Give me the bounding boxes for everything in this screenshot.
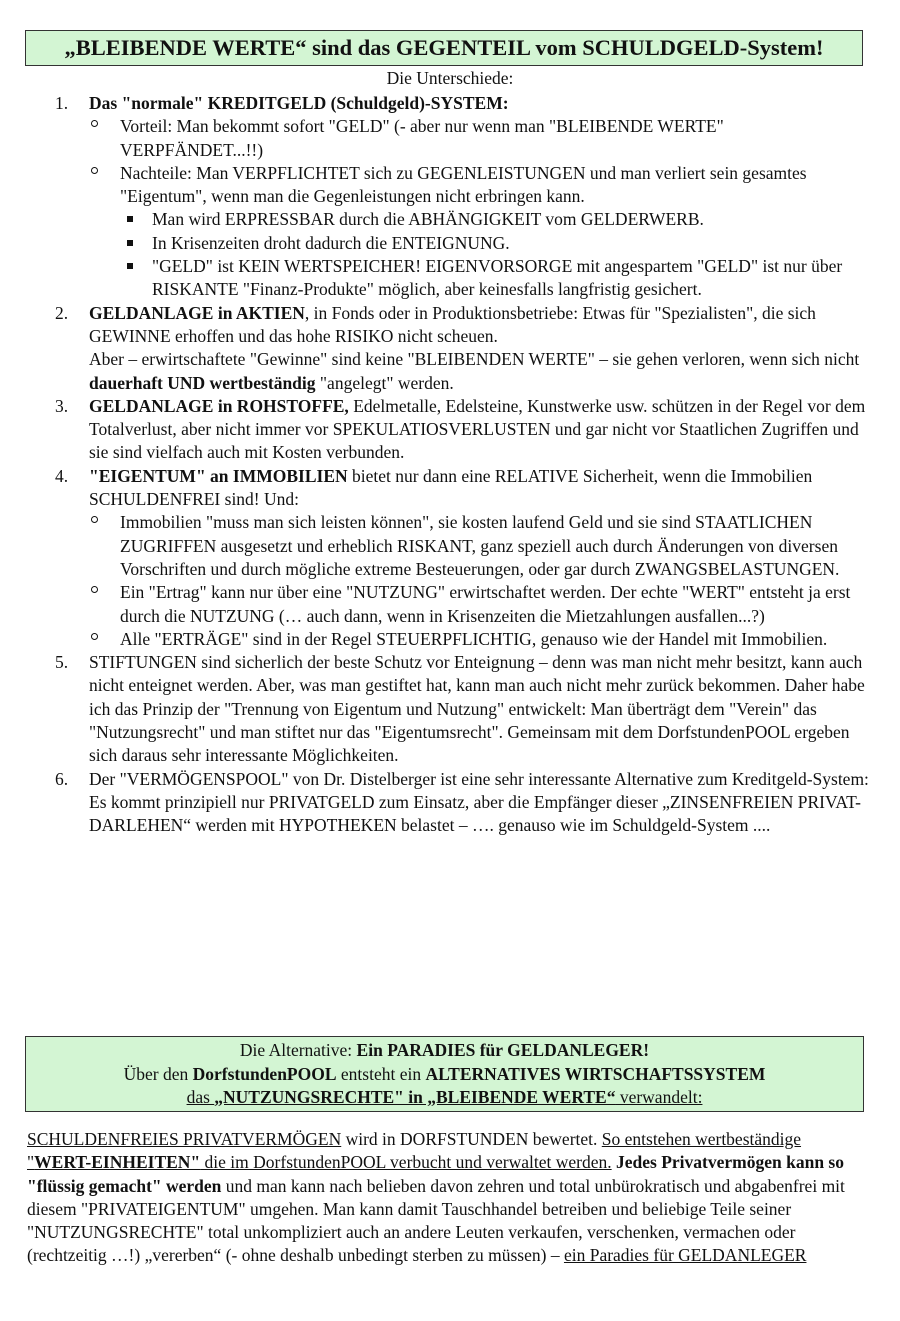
- item-emphasis: dauerhaft UND wertbeständig: [89, 372, 316, 393]
- item-text: STIFTUNGEN sind sicherlich der beste Schutz vor Enteignung – denn was man nicht mehr besitzt, kann auch nicht enteignet werden. Aber, was man gestiftet hat, kann man auch nicht mehr zurück bekommen. Daher habe ich das Prinzip der "Trennung von Eigentum und Nutzung" entwickelt: Man überträgt dem "Verein" das "Nutzungsrecht" und man stiftet nur das "Eigentumsrecht". Gemeinsam mit dem DorfstundenPOOL ergeben sich daraus sehr interessante Möglichkeiten.: [89, 652, 865, 766]
- sublist-item: [120, 115, 869, 162]
- item-text: Immobilien "muss man sich leisten können", sie kosten laufend Geld und sie sind STAATLICHEN ZUGRIFFEN ausgesetzt und erheblich RISKANT, ganz speziell auch durch Änderungen von diversen Vorschriften und durch mögliche extreme Besteuerungen, oder gar durch ZWANGSBELASTUNGEN.: [120, 512, 840, 579]
- sublist-item: [120, 628, 869, 651]
- alternative-line-3: [26, 1086, 863, 1110]
- closing-emphasis: WERT-EINHEITEN": [34, 1152, 201, 1173]
- nested-item: [152, 255, 869, 302]
- closing-text: SCHULDENFREIES PRIVATVERMÖGEN: [27, 1129, 342, 1149]
- item-number: 1.: [55, 93, 69, 113]
- alt-emphasis: Ein PARADIES für GELDANLEGER!: [356, 1040, 650, 1060]
- alternative-line-2: [26, 1063, 863, 1087]
- sublist-item: [120, 581, 869, 628]
- item-text: Aber – erwirtschaftete "Gewinne" sind keine "BLEIBENDEN WERTE" – sie gehen verloren, wenn sich nicht: [89, 349, 860, 370]
- alt-text: das: [186, 1087, 215, 1107]
- alt-emphasis: „NUTZUNGSRECHTE" in „BLEIBENDE WERTE“: [214, 1087, 616, 1107]
- closing-text: die im DorfstundenPOOL verbucht und verwaltet werden.: [200, 1152, 612, 1173]
- item-text: Vorteil: Man bekommt sofort "GELD" (- aber nur wenn man "BLEIBENDE WERTE" VERPFÄNDET...!!): [120, 116, 724, 160]
- circle-bullet-icon: [91, 120, 98, 127]
- item-number: 5.: [55, 652, 69, 673]
- nested-item: [152, 208, 869, 231]
- item-text: "GELD" ist KEIN WERTSPEICHER! EIGENVORSORGE mit angespartem "GELD" ist nur über RISKANTE "Finanz-Produkte" möglich, aber keinesfalls langfristig gesichert.: [152, 256, 843, 300]
- alt-text: Über den: [123, 1063, 193, 1084]
- item-text: bietet nur dann eine RELATIVE Sicherheit, wenn die Immobilien SCHULDENFREI sind! Und:: [89, 465, 813, 510]
- alternative-line-1: [26, 1039, 863, 1063]
- alt-emphasis: ALTERNATIVES WIRTSCHAFTSSYSTEM: [425, 1063, 766, 1084]
- alt-text: Die Alternative:: [239, 1040, 357, 1060]
- item-heading: GELDANLAGE in AKTIEN: [89, 302, 305, 323]
- closing-emphasis: Jedes Privatvermögen kann so "flüssig gemacht" werden: [27, 1152, 844, 1196]
- square-bullet-icon: [127, 216, 133, 222]
- list-item-4: [55, 465, 869, 651]
- banner-title: „BLEIBENDE WERTE“ sind das GEGENTEIL vom SCHULDGELD-System!: [64, 35, 824, 60]
- closing-text: wird in DORFSTUNDEN bewertet.: [341, 1129, 602, 1149]
- closing-text: und man kann nach belieben davon zehren und total unbürokratisch und abgabenfrei mit diesem "PRIVATEIGENTUM" umgehen. Man kann damit Tauschhandel betreiben und beliebige Teile seiner "NUTZUNGSRECHTE" total unkompliziert auch an andere Leuten verkaufen, verschenken, vermachen oder (rechtzeitig …!) „vererben“ (- ohne deshalb unbedingt sterben zu müssen) –: [27, 1175, 845, 1266]
- item-heading: "EIGENTUM" an IMMOBILIEN: [89, 465, 348, 486]
- item-text: Der "VERMÖGENSPOOL" von Dr. Distelberger ist eine sehr interessante Alternative zum Kreditgeld-System: Es kommt prinzipiell nur PRIVATGELD zum Einsatz, aber die Empfänger dieser „ZINSENFREIEN PRIVAT-DARLEHEN“ werden mit HYPOTHEKEN belastet – …. genauso wie im Schuldgeld-System ....: [89, 768, 869, 836]
- list-item-3: [55, 395, 869, 465]
- item-number: 2.: [55, 302, 69, 323]
- sublist-item: [120, 162, 869, 302]
- square-bullet-icon: [127, 263, 133, 269]
- circle-bullet-icon: [91, 516, 98, 523]
- sublist: [89, 511, 869, 651]
- sublist: [89, 115, 869, 301]
- item-text: Nachteile: Man VERPFLICHTET sich zu GEGENLEISTUNGEN und man verliert sein gesamtes "Eigentum", wenn man die Gegenleistungen nicht erbringen kann.: [120, 162, 807, 207]
- alt-emphasis: DorfstundenPOOL: [192, 1063, 337, 1084]
- comparison-list: [0, 92, 900, 838]
- title-banner: [25, 30, 863, 66]
- item-text: Ein "Ertrag" kann nur über eine "NUTZUNG" erwirtschaftet werden. Der echte "WERT" entsteht ja erst durch die NUTZUNG (… auch dann, wenn in Krisenzeiten die Mietzahlungen ausfallen...?): [120, 582, 851, 626]
- item-text: Man wird ERPRESSBAR durch die ABHÄNGIGKEIT vom GELDERWERB.: [152, 209, 704, 230]
- list-item-1: [55, 92, 869, 302]
- nested-item: [152, 232, 869, 255]
- item-number: 3.: [55, 395, 69, 416]
- item-number: 4.: [55, 465, 69, 486]
- sublist-item: [120, 511, 869, 581]
- alternative-box: [25, 1036, 864, 1112]
- item-text: Edelmetalle, Edelsteine, Kunstwerke usw. schützen in der Regel vor dem Totalverlust, aber nicht immer vor SPEKULATIOSVERLUSTEN und gar nicht vor Staatlichen Zugriffen und sie sind vielfach auch mit Kosten verbunden.: [89, 395, 866, 463]
- list-item-5: [55, 651, 869, 767]
- alt-text: verwandelt:: [615, 1087, 703, 1107]
- circle-bullet-icon: [91, 586, 98, 593]
- alt-text: entsteht ein: [336, 1063, 426, 1084]
- square-bullet-icon: [127, 240, 133, 246]
- item-heading: Das "normale" KREDITGELD (Schuldgeld)-SYSTEM:: [89, 93, 509, 113]
- closing-text: So entstehen wertbeständige ": [27, 1129, 802, 1173]
- item-heading: GELDANLAGE in ROHSTOFFE,: [89, 395, 349, 416]
- item-text: "angelegt" werden.: [315, 372, 454, 393]
- item-text: In Krisenzeiten droht dadurch die ENTEIGNUNG.: [152, 232, 510, 253]
- item-number: 6.: [55, 768, 69, 789]
- list-item-2: [55, 302, 869, 395]
- subtitle: Die Unterschiede:: [386, 68, 514, 88]
- circle-bullet-icon: [91, 633, 98, 640]
- closing-paragraph: [27, 1128, 867, 1268]
- list-item-6: [55, 768, 869, 838]
- item-text: Alle "ERTRÄGE" sind in der Regel STEUERPFLICHTIG, genauso wie der Handel mit Immobilien.: [120, 628, 828, 649]
- circle-bullet-icon: [91, 167, 98, 174]
- nested-list: [120, 208, 869, 301]
- closing-text: ein Paradies für GELDANLEGER: [563, 1245, 807, 1266]
- item-text: , in Fonds oder in Produktionsbetriebe: Etwas für "Spezialisten", die sich GEWINNE erhoffen und das hohe RISIKO nicht scheuen.: [89, 302, 816, 346]
